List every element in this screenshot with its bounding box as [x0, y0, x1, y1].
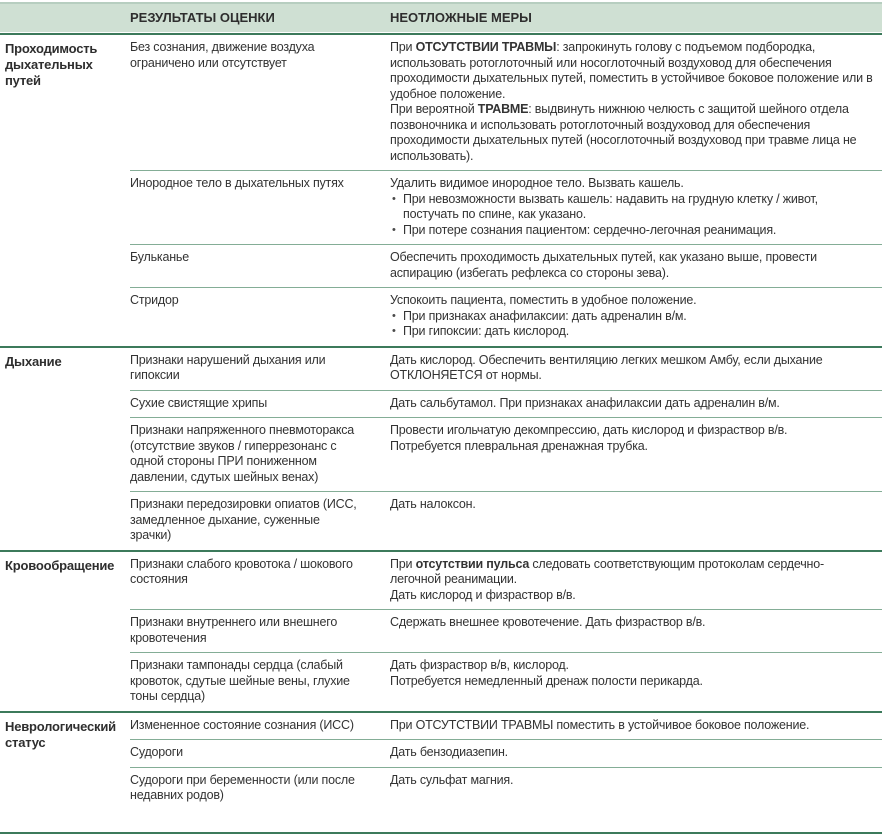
section-label: Неврологический статус: [5, 718, 116, 750]
actions-cell: [390, 552, 882, 610]
action-paragraph: Дать кислород. Обеспечить вентиляцию легких мешком Амбу, если дыхание ОТКЛОНЯЕТСЯ от нормы.: [390, 352, 823, 382]
assessment-cell: Без сознания, движение воздуха ограничено или отсутствует: [130, 40, 315, 70]
table-body: [0, 35, 882, 810]
action-paragraph: Дать бензодиазепин.: [390, 745, 508, 759]
action-paragraph: При ОТСУТСТВИИ ТРАВМЫ: запрокинуть голову с подъемом подбородка, использовать ротоглоточный или носоглоточный воздуховод для обеспечения проходимости дыхательных путей, поместить в устойчивое боковое положение или в удобное положение.: [390, 40, 873, 101]
actions-cell: [390, 491, 882, 550]
assessment-cell: Признаки нарушений дыхания или гипоксии: [130, 352, 326, 382]
section-label: Проходимость дыхательных путей: [5, 41, 98, 88]
actions-cell: [390, 348, 882, 390]
column-header-actions: НЕОТЛОЖНЫЕ МЕРЫ: [390, 10, 532, 26]
table-section: [0, 35, 882, 346]
assessment-cell: Признаки напряженного пневмоторакса (отсутствие звуков / гиперрезонанс с одной стороны ПРИ пониженном давлении, сдутых шейных венах): [130, 417, 390, 491]
action-paragraph: Потребуется немедленный дренаж полости перикарда.: [390, 673, 703, 688]
assessment-cell: Сухие свистящие хрипы: [130, 390, 390, 418]
table-section: [0, 550, 882, 711]
actions-cell: [390, 713, 882, 740]
assessment-cell: Признаки передозировки опиатов (ИСС, замедленное дыхание, суженные зрачки): [130, 491, 390, 550]
action-paragraph: При ОТСУТСТВИИ ТРАВМЫ поместить в устойчивое боковое положение.: [390, 717, 810, 732]
table-section: [0, 346, 882, 550]
section-label: Дыхание: [5, 353, 62, 369]
action-paragraph: Дать кислород и физраствор в/в.: [390, 587, 576, 602]
section-label: Кровообращение: [5, 557, 115, 573]
table-header: [0, 2, 882, 32]
assessment-cell: Судороги: [130, 739, 390, 767]
assessment-cell: Стридор: [130, 287, 390, 346]
assessment-cell: Бульканье: [130, 244, 390, 287]
actions-cell: [390, 609, 882, 652]
actions-cell: [390, 170, 882, 244]
action-paragraph: При вероятной ТРАВМЕ: выдвинуть нижнюю челюсть с защитой шейного отдела позвоночника и использовать ротоглоточный воздуховод для обеспечения проходимости дыхательных путей (носоглоточный воздуховод при травме лица не использовать).: [390, 102, 857, 163]
bottom-divider: [0, 832, 882, 834]
action-bullet-item: • При гипоксии: дать кислород.: [390, 324, 874, 340]
assessment-cell: Признаки тампонады сердца (слабый кровоток, сдутые шейные вены, глухие тоны сердца): [130, 652, 390, 711]
action-paragraph: Сдержать внешнее кровотечение. Дать физраствор в/в.: [390, 615, 706, 629]
assessment-cell: Признаки слабого кровотока / шокового состояния: [130, 556, 353, 586]
column-header-assessment: РЕЗУЛЬТАТЫ ОЦЕНКИ: [130, 10, 275, 26]
table-section: [0, 711, 882, 810]
assessment-cell: Признаки внутреннего или внешнего кровотечения: [130, 609, 390, 652]
action-paragraph: Дать сальбутамол. При признаках анафилаксии дать адреналин в/м.: [390, 395, 780, 410]
action-paragraph: Дать физраствор в/в, кислород.: [390, 658, 569, 672]
actions-cell: [390, 390, 882, 418]
action-paragraph: Потребуется плевральная дренажная трубка.: [390, 438, 648, 453]
actions-cell: [390, 652, 882, 711]
actions-cell: [390, 35, 882, 170]
actions-cell: [390, 244, 882, 287]
action-paragraph: Провести игольчатую декомпрессию, дать кислород и физраствор в/в.: [390, 423, 788, 437]
assessment-cell: Измененное состояние сознания (ИСС): [130, 717, 354, 732]
action-paragraph: Обеспечить проходимость дыхательных путей, как указано выше, провести аспирацию (избегать рефлекса со стороны зева).: [390, 250, 817, 280]
action-paragraph: При отсутствии пульса следовать соответствующим протоколам сердечно-легочной реанимации.: [390, 556, 824, 586]
actions-cell: [390, 739, 882, 767]
action-paragraph: Дать сульфат магния.: [390, 772, 514, 787]
action-paragraph: Дать налоксон.: [390, 497, 476, 511]
action-bullet-item: • При признаках анафилаксии: дать адреналин в/м.: [390, 309, 874, 325]
action-paragraph: Успокоить пациента, поместить в удобное положение.: [390, 293, 697, 307]
assessment-cell: Инородное тело в дыхательных путях: [130, 170, 390, 244]
action-paragraph: Удалить видимое инородное тело. Вызвать кашель.: [390, 176, 684, 190]
assessment-cell: Судороги при беременности (или после недавних родов): [130, 767, 390, 810]
actions-cell: [390, 417, 882, 491]
action-bullet-item: • При невозможности вызвать кашель: надавить на грудную клетку / живот, постучать по спине, как указано.: [390, 192, 874, 223]
actions-cell: [390, 767, 882, 810]
action-bullet-item: • При потере сознания пациентом: сердечно-легочная реанимация.: [390, 223, 874, 239]
actions-cell: [390, 287, 882, 346]
